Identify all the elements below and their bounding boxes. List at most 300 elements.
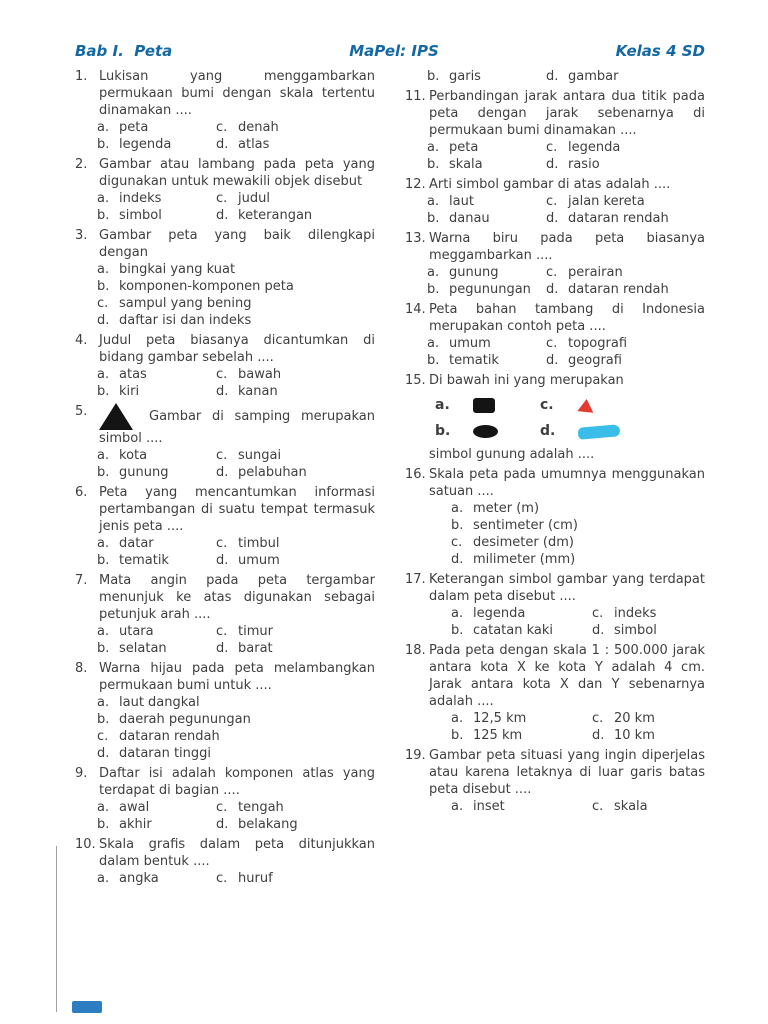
option [451, 798, 586, 815]
options [97, 870, 375, 887]
option-label: a. [451, 606, 464, 621]
option-text: atlas [238, 137, 270, 152]
option [216, 366, 375, 383]
option-label: a. [451, 799, 464, 814]
question-19 [405, 747, 705, 815]
question-head [75, 403, 375, 447]
option-label: a. [97, 448, 110, 463]
option [97, 640, 210, 657]
option [97, 694, 375, 711]
option-text: utara [119, 624, 154, 639]
option [97, 383, 210, 400]
option-text: daerah pegunungan [119, 712, 251, 727]
right-column [405, 68, 705, 890]
option-text: kanan [238, 384, 278, 399]
option [546, 210, 705, 227]
option-label: a. [97, 367, 110, 382]
option [216, 207, 375, 224]
options [451, 710, 705, 744]
option [546, 156, 705, 173]
question-number: 3. [75, 228, 88, 243]
option [216, 190, 375, 207]
option [97, 552, 210, 569]
option-label: b. [427, 282, 440, 297]
option-label: b. [97, 208, 110, 223]
option-label: b. [451, 518, 464, 533]
black-square-icon [473, 398, 495, 413]
question-number: 7. [75, 573, 88, 588]
question-4 [75, 332, 375, 400]
option-label: c. [216, 871, 228, 886]
option-text: huruf [238, 871, 273, 886]
option-text: angka [119, 871, 159, 886]
option-label: a. [451, 711, 464, 726]
question-11 [405, 88, 705, 173]
option-label: d. [540, 423, 556, 439]
question-10 [75, 836, 375, 887]
question-text: Peta yang mencantumkan informasi pertambangan di suatu tempat termasuk jenis peta .... [99, 485, 375, 534]
option [216, 799, 375, 816]
option [97, 312, 375, 329]
question-text: Warna hijau pada peta melambangkan permukaan bumi untuk .... [99, 661, 375, 693]
option-text: dataran tinggi [119, 746, 212, 761]
question-number: 5. [75, 404, 88, 419]
option-label: c. [216, 800, 228, 815]
question-text: Mata angin pada peta tergambar menunjuk ke atas digunakan sebagai petunjuk arah .... [99, 573, 375, 622]
option-label: d. [216, 553, 229, 568]
question-number: 2. [75, 157, 88, 172]
option [216, 447, 375, 464]
option [451, 517, 705, 534]
option-text: sampul yang bening [119, 296, 252, 311]
question-number: 18. [405, 643, 426, 658]
option-text: indeks [119, 191, 162, 206]
option-text: pelabuhan [238, 465, 307, 480]
red-triangle-icon [577, 398, 594, 413]
options [97, 447, 375, 481]
option-text: skala [449, 157, 483, 172]
question-number: 16. [405, 467, 426, 482]
option-label: a. [97, 536, 110, 551]
option-label: b. [427, 211, 440, 226]
option-label: b. [427, 69, 440, 84]
option-label: d. [592, 728, 605, 743]
option [97, 711, 375, 728]
option [451, 622, 586, 639]
option-text: kiri [119, 384, 140, 399]
option-text: 20 km [614, 711, 655, 726]
option-label: b. [97, 641, 110, 656]
option-label: a. [97, 695, 110, 710]
option-label: d. [97, 746, 110, 761]
option [546, 281, 705, 298]
question-number: 17. [405, 572, 426, 587]
black-triangle-icon [99, 403, 133, 430]
option [427, 139, 540, 156]
option [97, 119, 210, 136]
page-header [75, 42, 705, 60]
grade-title: Kelas 4 SD [615, 42, 705, 60]
option-label: b. [97, 465, 110, 480]
option-text: timur [238, 624, 273, 639]
question-continuation [405, 68, 705, 85]
option-text: danau [449, 211, 490, 226]
option-text: legenda [568, 140, 621, 155]
option-text: keterangan [238, 208, 313, 223]
option [451, 534, 705, 551]
question-text: Gambar atau lambang pada peta yang digunakan untuk mewakili objek disebut [99, 157, 375, 189]
option-label: a. [97, 871, 110, 886]
option-label: b. [97, 553, 110, 568]
option-label: a. [97, 120, 110, 135]
option-text: simbol [614, 623, 657, 638]
left-column [75, 68, 375, 890]
option [427, 335, 540, 352]
blue-mark-decoration [72, 1001, 102, 1013]
question-text: Peta bahan tambang di Indonesia merupakan contoh peta .... [429, 302, 705, 334]
option [592, 798, 705, 815]
option [216, 552, 375, 569]
symbol-option [540, 423, 705, 440]
option-text: awal [119, 800, 150, 815]
option-label: c. [216, 624, 228, 639]
symbol-option [435, 423, 540, 440]
question-number: 9. [75, 766, 88, 781]
option-text: denah [238, 120, 279, 135]
chapter-title: Bab I. Peta [75, 42, 173, 60]
option-text: umum [449, 336, 491, 351]
option [216, 640, 375, 657]
question-7 [75, 572, 375, 657]
option-label: a. [427, 336, 440, 351]
question-number: 11. [405, 89, 426, 104]
option [216, 119, 375, 136]
question-text: Keterangan simbol gambar yang terdapat dalam peta disebut .... [429, 572, 705, 604]
option [451, 551, 705, 568]
option-text: atas [119, 367, 147, 382]
question-head [405, 88, 705, 139]
option-text: jalan kereta [568, 194, 645, 209]
option-label: c. [216, 536, 228, 551]
option-label: c. [592, 606, 604, 621]
option-label: d. [216, 817, 229, 832]
question-5 [75, 403, 375, 481]
question-number: 6. [75, 485, 88, 500]
option [546, 264, 705, 281]
question-head [405, 466, 705, 500]
options [97, 190, 375, 224]
option [592, 710, 705, 727]
option-text: kota [119, 448, 148, 463]
option-text: 125 km [473, 728, 523, 743]
option-text: indeks [614, 606, 657, 621]
option [97, 535, 210, 552]
option-text: selatan [119, 641, 167, 656]
option-text: simbol [119, 208, 162, 223]
option-text: laut dangkal [119, 695, 200, 710]
question-number: 10. [75, 837, 96, 852]
question-text: Judul peta biasanya dicantumkan di bidang gambar sebelah .... [99, 333, 375, 365]
blue-blob-icon [578, 424, 621, 440]
option-text: daftar isi dan indeks [119, 313, 252, 328]
option-label: c. [592, 799, 604, 814]
option [427, 156, 540, 173]
option [546, 352, 705, 369]
option-text: sungai [238, 448, 282, 463]
option [427, 193, 540, 210]
option-label: a. [435, 397, 450, 413]
option-label: c. [216, 448, 228, 463]
question-16 [405, 466, 705, 568]
option [216, 816, 375, 833]
question-18 [405, 642, 705, 744]
question-number: 19. [405, 748, 426, 763]
option-text: dataran rendah [568, 282, 669, 297]
option-label: a. [97, 191, 110, 206]
option [97, 464, 210, 481]
option-label: b. [97, 712, 110, 727]
option-text: rasio [568, 157, 600, 172]
option [546, 193, 705, 210]
question-text: Perbandingan jarak antara dua titik pada peta dengan jarak sebenarnya di permukaan bumi dinamakan .... [429, 89, 705, 138]
option-label: d. [546, 211, 559, 226]
option-label: c. [546, 265, 558, 280]
question-head [75, 227, 375, 261]
options [97, 119, 375, 153]
option [451, 727, 586, 744]
options [405, 500, 705, 568]
question-text: Di bawah ini yang merupakan [429, 373, 624, 388]
option [97, 261, 375, 278]
option-text: bawah [238, 367, 282, 382]
left-edge-line-decoration [56, 846, 57, 1012]
option-label: d. [592, 623, 605, 638]
option-text: desimeter (dm) [473, 535, 574, 550]
option [97, 623, 210, 640]
option-text: tematik [119, 553, 169, 568]
symbol-options [435, 397, 705, 440]
question-12 [405, 176, 705, 227]
question-text: Gambar di samping merupakan simbol .... [99, 403, 375, 447]
option-label: c. [546, 140, 558, 155]
option-text: komponen-komponen peta [119, 279, 294, 294]
question-3 [75, 227, 375, 329]
option-label: b. [97, 384, 110, 399]
question-head [75, 68, 375, 119]
question-6 [75, 484, 375, 569]
option [97, 728, 375, 745]
option-label: c. [97, 729, 109, 744]
option-label: b. [451, 728, 464, 743]
option-label: d. [216, 137, 229, 152]
option-label: b. [427, 157, 440, 172]
question-text: Arti simbol gambar di atas adalah .... [429, 177, 671, 192]
option-text: judul [238, 191, 270, 206]
option [97, 207, 210, 224]
option-label: a. [451, 501, 464, 516]
option-label: b. [97, 137, 110, 152]
option [216, 535, 375, 552]
symbol-option [435, 397, 540, 414]
option [427, 210, 540, 227]
option-text: gambar [568, 69, 619, 84]
option [97, 799, 210, 816]
option-label: c. [540, 397, 554, 413]
option-text: bingkai yang kuat [119, 262, 236, 277]
option-text: barat [238, 641, 273, 656]
question-15 [405, 372, 705, 463]
option-text: peta [119, 120, 149, 135]
option-label: c. [216, 367, 228, 382]
option-text: skala [614, 799, 648, 814]
option [546, 335, 705, 352]
option-text: tematik [449, 353, 499, 368]
option-label: a. [427, 194, 440, 209]
option-text: umum [238, 553, 280, 568]
options [427, 335, 705, 369]
question-head [405, 230, 705, 264]
option-label: b. [451, 623, 464, 638]
option [592, 605, 705, 622]
question-number: 1. [75, 69, 88, 84]
options [97, 366, 375, 400]
question-number: 15. [405, 373, 426, 388]
option [97, 816, 210, 833]
question-17 [405, 571, 705, 639]
options [427, 264, 705, 298]
option [216, 136, 375, 153]
options [97, 623, 375, 657]
question-number: 8. [75, 661, 88, 676]
option-label: b. [97, 817, 110, 832]
option-text: gunung [119, 465, 169, 480]
question-columns [75, 68, 705, 890]
option-label: a. [97, 262, 110, 277]
question-head [75, 836, 375, 870]
options [75, 261, 375, 329]
option-label: d. [216, 208, 229, 223]
option-text: 10 km [614, 728, 655, 743]
option-text: tengah [238, 800, 284, 815]
question-number: 4. [75, 333, 88, 348]
question-head [75, 156, 375, 190]
question-head [75, 765, 375, 799]
option [216, 870, 375, 887]
option-text: peta [449, 140, 479, 155]
question-head [75, 332, 375, 366]
option-text: dataran rendah [568, 211, 669, 226]
options [451, 798, 705, 815]
question-number: 13. [405, 231, 426, 246]
option-text: dataran rendah [119, 729, 220, 744]
question-1 [75, 68, 375, 153]
question-text: Daftar isi adalah komponen atlas yang terdapat di bagian .... [99, 766, 375, 798]
option-text: topografi [568, 336, 628, 351]
option-text: meter (m) [473, 501, 540, 516]
option-text: laut [449, 194, 474, 209]
option-label: b. [435, 423, 451, 439]
option [546, 68, 705, 85]
question-14 [405, 301, 705, 369]
question-after-text: simbol gunung adalah .... [429, 447, 595, 462]
option-text: pegunungan [449, 282, 531, 297]
option-label: a. [427, 265, 440, 280]
option-label: b. [427, 353, 440, 368]
option-label: d. [216, 384, 229, 399]
question-head [405, 642, 705, 710]
option-text: timbul [238, 536, 280, 551]
option [427, 281, 540, 298]
option-text: garis [449, 69, 481, 84]
option-label: d. [546, 157, 559, 172]
option-text: gunung [449, 265, 499, 280]
options [427, 139, 705, 173]
option [451, 500, 705, 517]
question-text: Warna biru pada peta biasanya meggambarkan .... [429, 231, 705, 263]
option [216, 623, 375, 640]
option [97, 870, 210, 887]
question-text: Skala grafis dalam peta ditunjukkan dalam bentuk .... [99, 837, 375, 869]
option [216, 383, 375, 400]
black-ellipse-icon [473, 425, 498, 438]
question-number: 14. [405, 302, 426, 317]
option-text: milimeter (mm) [473, 552, 576, 567]
option-label: c. [451, 535, 463, 550]
option-label: a. [427, 140, 440, 155]
option [592, 622, 705, 639]
option [97, 278, 375, 295]
option-text: inset [473, 799, 505, 814]
options [427, 68, 705, 85]
option [97, 366, 210, 383]
options [451, 605, 705, 639]
question-text: Skala peta pada umumnya menggunakan satuan .... [429, 467, 705, 499]
question-13 [405, 230, 705, 298]
option-label: c. [546, 336, 558, 351]
question-text: Gambar peta yang baik dilengkapi dengan [99, 228, 375, 260]
option [97, 447, 210, 464]
option [216, 464, 375, 481]
question-head [405, 747, 705, 798]
question-text: Gambar peta situasi yang ingin diperjelas atau karena letaknya di luar garis batas peta disebut .... [429, 748, 705, 797]
option-label: c. [546, 194, 558, 209]
option [451, 710, 586, 727]
option-text: belakang [238, 817, 298, 832]
question-head [75, 484, 375, 535]
question-head [405, 301, 705, 335]
option-label: a. [97, 624, 110, 639]
question-text: Lukisan yang menggambarkan permukaan bumi dengan skala tertentu dinamakan .... [99, 69, 375, 118]
option-label: b. [97, 279, 110, 294]
option-label: c. [216, 191, 228, 206]
option-text: legenda [473, 606, 526, 621]
question-text: Pada peta dengan skala 1 : 500.000 jarak antara kota X ke kota Y adalah 4 cm. Jarak antara kota X dan Y sebenarnya adalah .... [429, 643, 705, 709]
option-label: d. [451, 552, 464, 567]
question-head [405, 571, 705, 605]
option-label: c. [216, 120, 228, 135]
option-text: akhir [119, 817, 152, 832]
option-text: legenda [119, 137, 172, 152]
option-text: perairan [568, 265, 623, 280]
option [451, 605, 586, 622]
option-label: d. [546, 353, 559, 368]
option-text: catatan kaki [473, 623, 554, 638]
subject-title: MaPel: IPS [349, 42, 439, 60]
option-label: d. [546, 282, 559, 297]
question-number: 12. [405, 177, 426, 192]
option-text: geografi [568, 353, 622, 368]
options [427, 193, 705, 227]
